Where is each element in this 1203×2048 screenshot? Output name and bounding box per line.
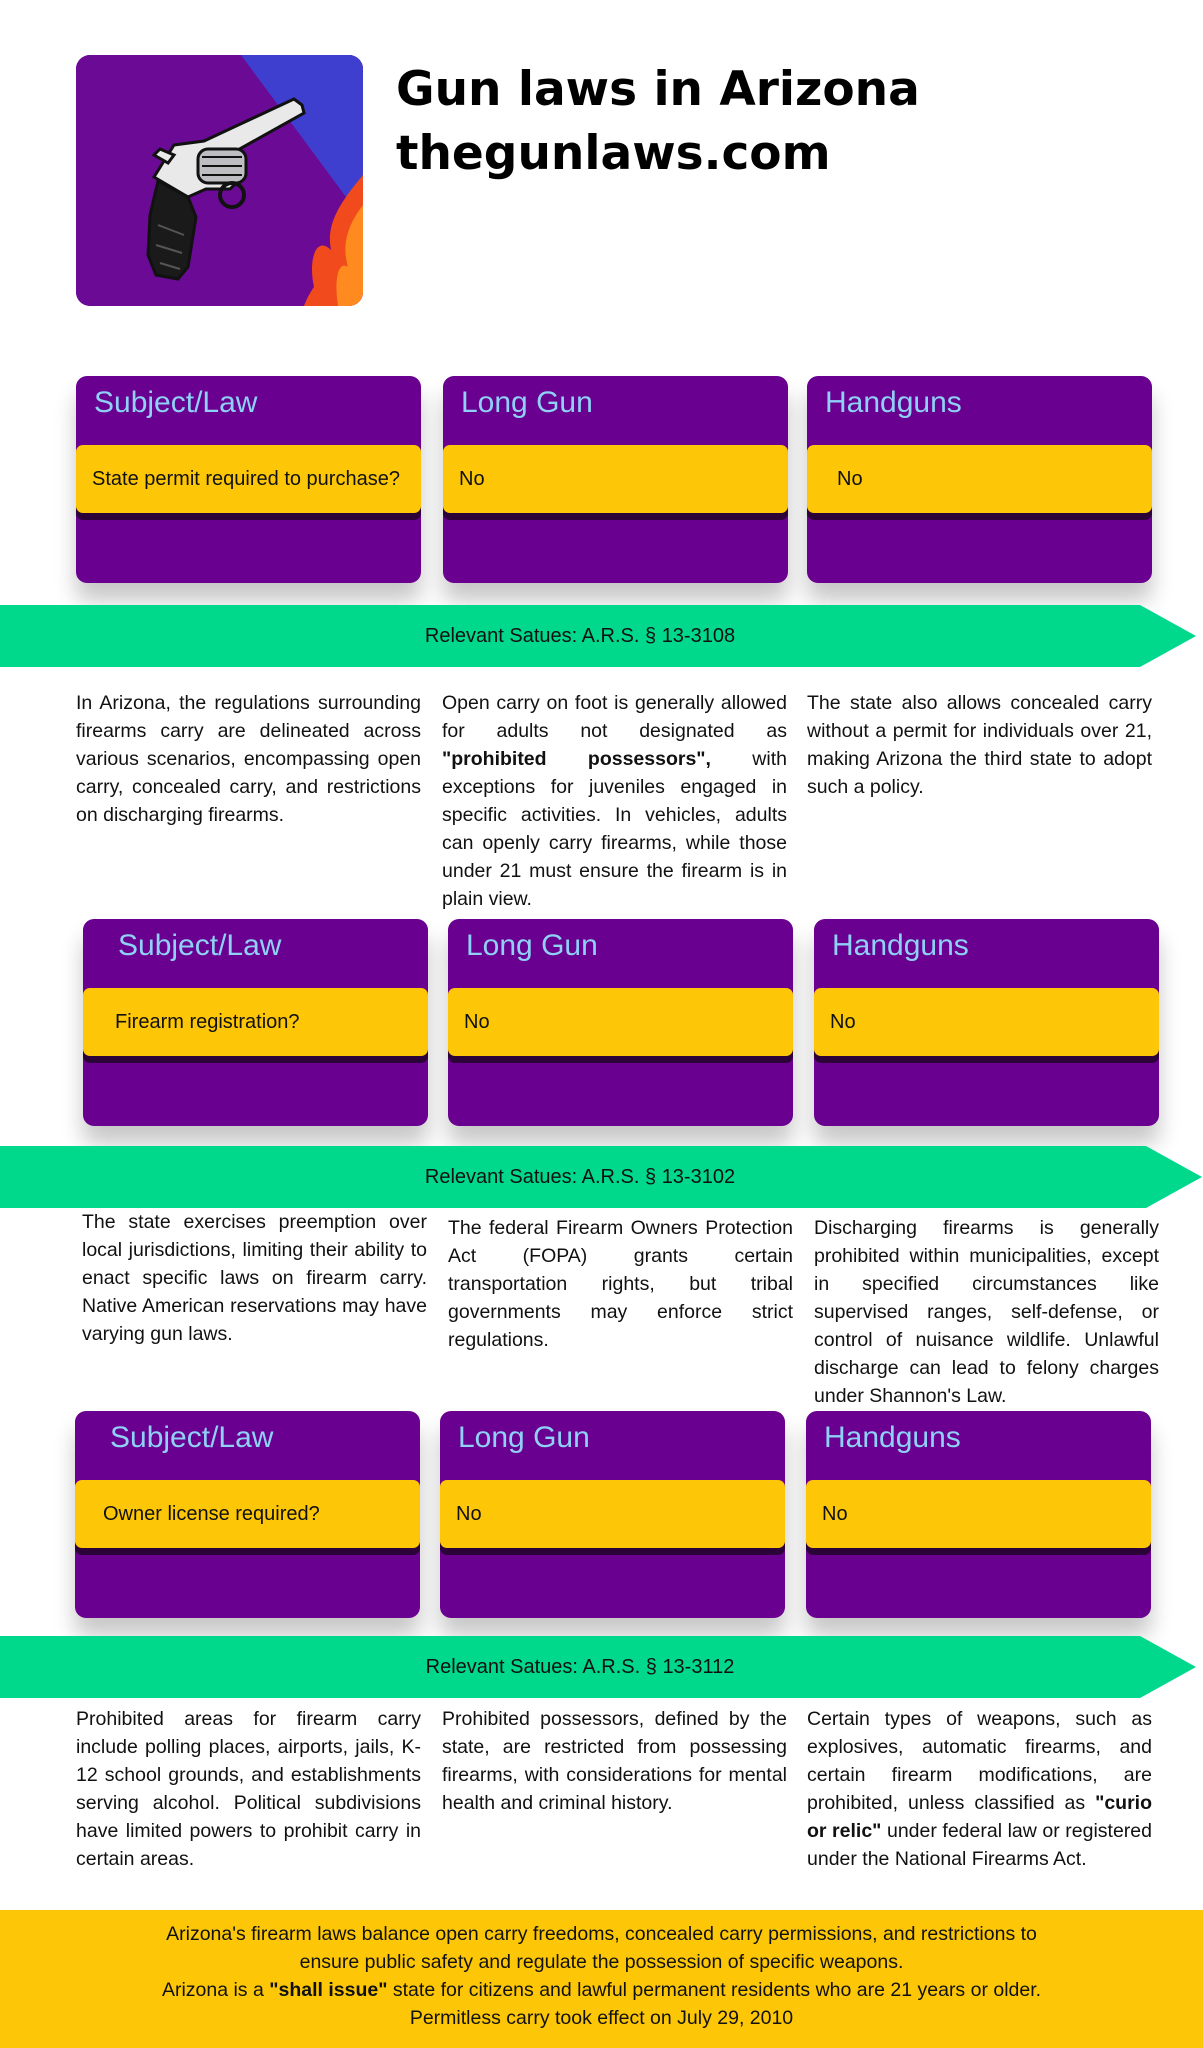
card-heading: Long Gun [466, 929, 598, 962]
description-paragraph: In Arizona, the regulations surrounding firearms carry are delineated across various scenarios, encompassing open carry, concealed carry, and restrictions on discharging firearms. [76, 692, 421, 826]
card-long-gun [443, 376, 788, 583]
footer-line-1: Arizona's firearm laws balance open carry freedoms, concealed carry permissions, and restrictions to ensure public safety and regulate the possession of specific weapons. [166, 1923, 1037, 1973]
card-handguns [814, 919, 1159, 1126]
statute-text: Relevant Satues: A.R.S. § 13-3102 [424, 1166, 736, 1188]
card-subject-law [83, 919, 428, 1126]
card-value: State permit required to purchase? [76, 445, 421, 513]
description-paragraph: The state also allows concealed carry without a permit for individuals over 21, making Arizona the third state to adopt such a policy. [807, 692, 1152, 798]
card-heading: Subject/Law [118, 929, 282, 962]
page-title [396, 58, 920, 186]
card-subject-law [75, 1411, 420, 1618]
card-long-gun [440, 1411, 785, 1618]
statute-text: Relevant Satues: A.R.S. § 13-3112 [425, 1656, 735, 1678]
title-line-1: Gun laws in Arizona [396, 62, 920, 117]
card-value: No [814, 988, 1159, 1056]
card-value: No [806, 1480, 1151, 1548]
description-paragraph: The federal Firearm Owners Protection Act (FOPA) grants certain transportation rights, but tribal governments may enforce strict regulations. [448, 1217, 793, 1351]
card-handguns [806, 1411, 1151, 1618]
card-heading: Subject/Law [110, 1421, 274, 1454]
card-heading: Handguns [832, 929, 969, 962]
description-paragraph: Discharging firearms is generally prohibited within municipalities, except in specified circumstances like supervised ranges, self-defense, or control of nuisance wildlife. Unlawful discharge can lead to felony charges under Shannon's Law. [814, 1217, 1159, 1407]
card-value: No [440, 1480, 785, 1548]
card-subject-law [76, 376, 421, 583]
card-heading: Long Gun [461, 386, 593, 419]
description-paragraph: Certain types of weapons, such as explosives, automatic firearms, and certain firearm modifications, are prohibited, unless classified as "curio or relic" under federal law or registered under the National Firearms Act. [807, 1708, 1152, 1870]
card-heading: Handguns [824, 1421, 961, 1454]
footer-line-3: Permitless carry took effect on July 29, 2010 [409, 2007, 794, 2029]
footer-line-2: Arizona is a "shall issue" state for citizens and lawful permanent residents who are 21 years or older. [161, 1979, 1042, 2001]
card-value: No [443, 445, 788, 513]
card-value: Owner license required? [75, 1480, 420, 1548]
card-value: No [807, 445, 1152, 513]
card-handguns [807, 376, 1152, 583]
card-long-gun [448, 919, 793, 1126]
statute-banner [0, 1146, 1203, 1208]
card-heading: Long Gun [458, 1421, 590, 1454]
revolver-icon [76, 55, 363, 306]
statute-text: Relevant Satues: A.R.S. § 13-3108 [424, 625, 736, 647]
description-paragraph: Prohibited areas for firearm carry include polling places, airports, jails, K-12 school grounds, and establishments serving alcohol. Political subdivisions have limited powers to prohibit carry in certain areas. [76, 1708, 421, 1870]
description-paragraph: Open carry on foot is generally allowed for adults not designated as "prohibited possessors", with exceptions for juveniles engaged in specific activities. In vehicles, adults can openly carry firearms, while those under 21 must ensure the firearm is in plain view. [442, 692, 787, 910]
statute-banner [0, 1636, 1203, 1698]
description-paragraph: The state exercises preemption over local jurisdictions, limiting their ability to enact specific laws on firearm carry. Native American reservations may have varying gun laws. [82, 1211, 427, 1345]
card-heading: Subject/Law [94, 386, 258, 419]
title-line-2: thegunlaws.com [396, 126, 831, 181]
card-heading: Handguns [825, 386, 962, 419]
description-paragraph: Prohibited possessors, defined by the state, are restricted from possessing firearms, with considerations for mental health and criminal history. [442, 1708, 787, 1814]
card-value: Firearm registration? [83, 988, 428, 1056]
statute-banner [0, 605, 1203, 667]
logo [76, 55, 363, 306]
summary-footer [0, 1910, 1203, 2048]
card-value: No [448, 988, 793, 1056]
